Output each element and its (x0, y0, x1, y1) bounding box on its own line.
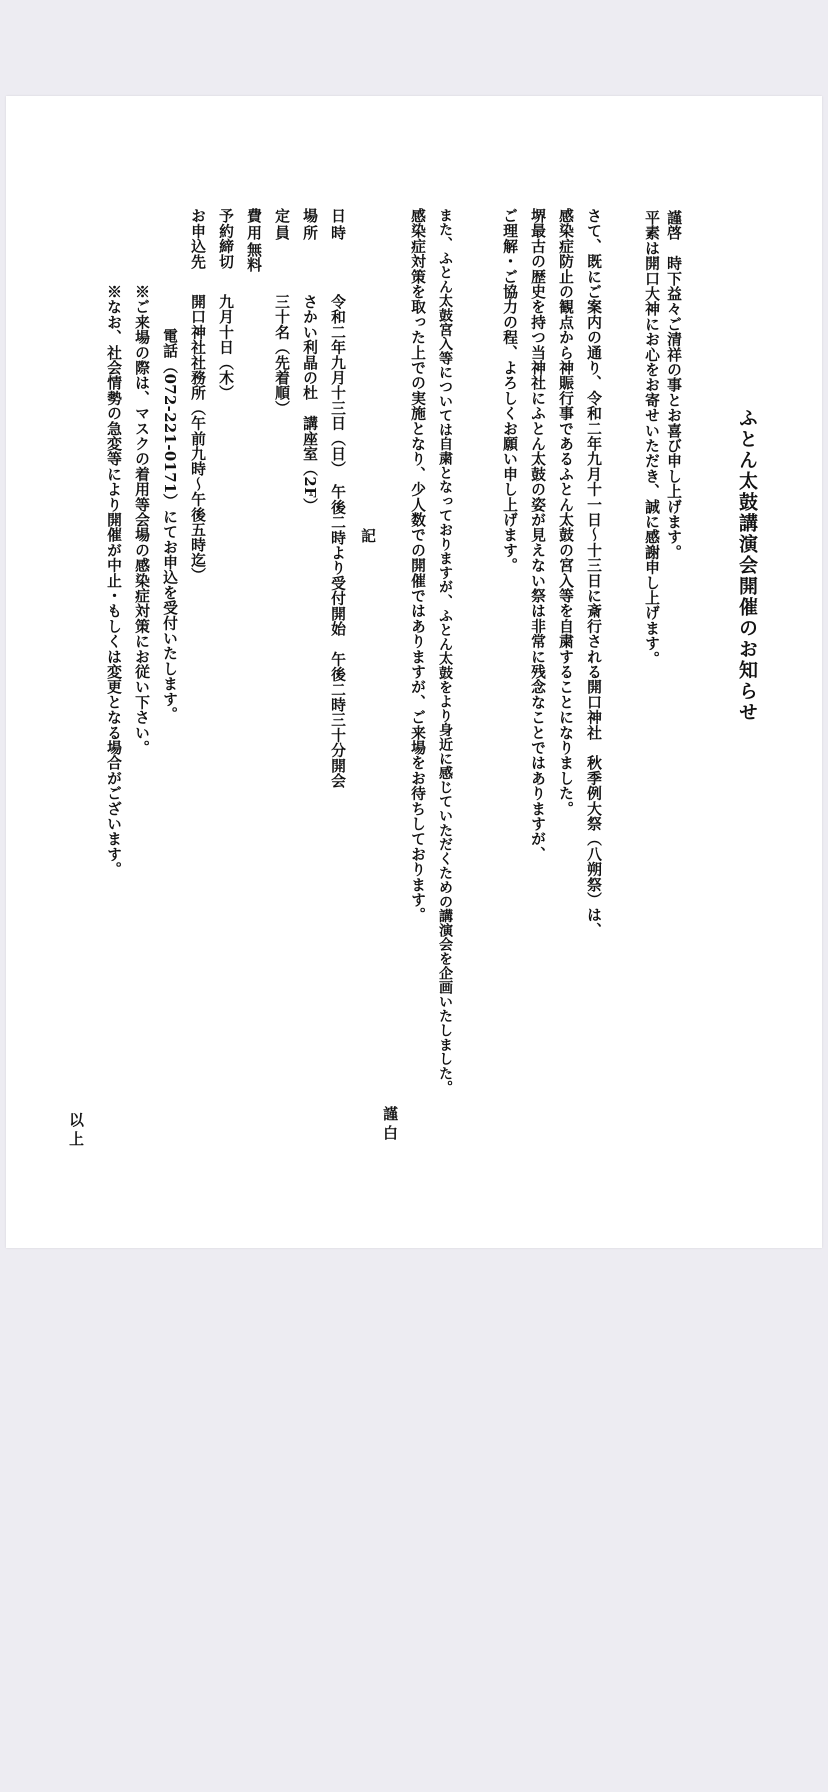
note-change: ※なお、社会情勢の急変等により開催が中止・もしくは変更となる場合がございます。 (105, 284, 122, 877)
greeting-line-2: 平素は開口大神にお心をお寄せいただき、誠に感謝申し上げます。 (643, 210, 660, 666)
detail-value-capacity: 三十名（先着順） (273, 294, 290, 416)
page-title: ふとん太鼓講演会開催のお知らせ (736, 408, 758, 723)
paragraph1-line-4: ご理解・ご協力の程、よろしくお願い申し上げます。 (501, 208, 518, 573)
document-page (6, 96, 822, 1248)
paragraph1-line-3: 堺最古の歴史を持つ当神社にふとん太鼓の姿が見えない祭は非常に残念なことではありますが、 (529, 208, 546, 862)
closing-ijou: 以上 (67, 1112, 84, 1150)
detail-value-fee: 無料 (245, 242, 262, 273)
note-mask: ※ご来場の際は、マスクの着用等会場の感染症対策にお従い下さい。 (133, 284, 150, 756)
paragraph1-line-2: 感染症防止の観点から神賑行事であるふとん太鼓の宮入等を自粛することになりました。 (557, 208, 574, 816)
detail-label-apply: お申込先 (189, 208, 206, 270)
paragraph2-line-1: また、ふとん太鼓宮入等については自粛となっておりますが、ふとん太鼓をより身近に感じていただくための講演会を企画いたしました。 (437, 208, 453, 1095)
detail-label-venue: 場所 (301, 208, 318, 242)
paragraph2-line-2: 感染症対策を取った上での実施となり、少人数での開催ではありますが、ご来場をお待ちしております。 (409, 208, 426, 923)
record-mark: 記 (359, 528, 376, 544)
detail-value-apply: 開口神社社務所（午前九時〜午後五時迄） (189, 294, 206, 583)
detail-label-datetime: 日時 (329, 208, 346, 242)
greeting-line-1: 謹啓 時下益々ご清祥の事とお喜び申し上げます。 (665, 210, 682, 560)
detail-value-deadline: 九月十日（木） (217, 294, 234, 401)
phone-line: 電話（072-221-0171）にてお申込を受付いたします。 (161, 328, 178, 722)
detail-value-venue: さかい利晶の杜 講座室（2F） (301, 294, 318, 514)
detail-label-capacity: 定員 (273, 208, 290, 242)
closing-kinpaku: 謹白 (381, 1106, 398, 1144)
detail-label-deadline: 予約締切 (217, 208, 234, 270)
detail-value-datetime: 令和二年九月十三日（日） 午後二時より受付開始 午後二時三十分開会 (329, 294, 346, 789)
detail-label-fee: 費用 (245, 208, 262, 242)
paragraph1-line-1: さて、既にご案内の通り、令和二年九月十一日〜十三日に斎行される開口神社 秋季例大祭（八朔祭）は、 (585, 208, 602, 938)
